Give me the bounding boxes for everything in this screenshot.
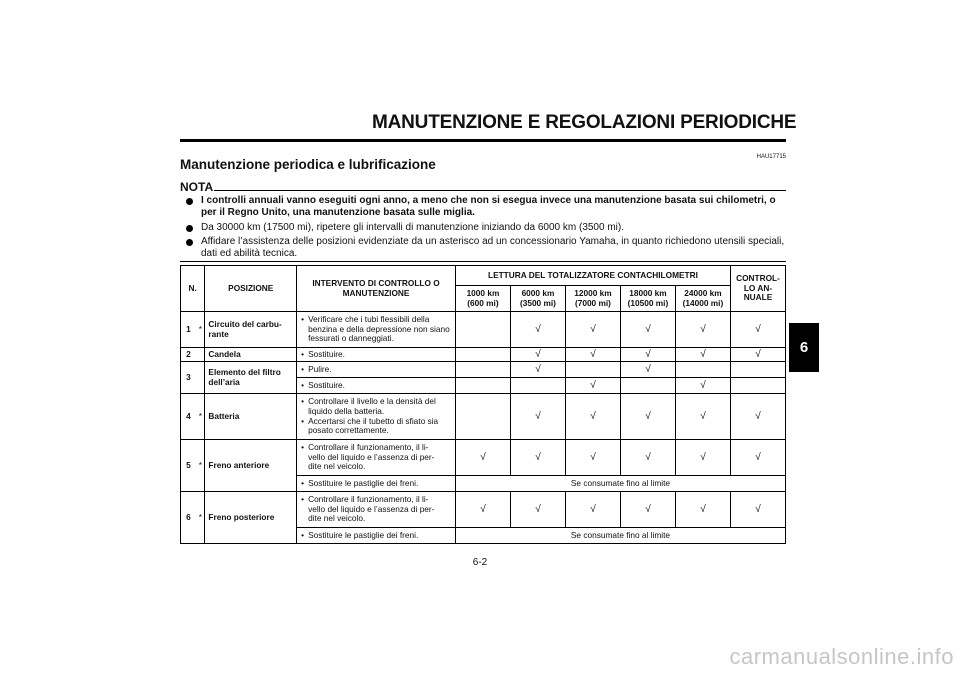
- row-number: 2: [181, 348, 196, 362]
- row-number: 6: [181, 492, 196, 544]
- check-cell: √: [620, 312, 675, 348]
- maintenance-table: [180, 265, 786, 544]
- check-cell: √: [675, 394, 730, 440]
- header-rule: [180, 139, 786, 142]
- check-cell: √: [510, 362, 565, 378]
- header-intervento: INTERVENTO DI CONTROLLO O MANUTENZIONE: [297, 266, 456, 312]
- check-cell: √: [620, 492, 675, 528]
- check-cell: √: [510, 348, 565, 362]
- table-row: [181, 394, 786, 440]
- check-cell: √: [510, 312, 565, 348]
- row-action: • Verificare che i tubi flessibili della benzina e della depressione non siano fessurati o danneggiati.: [297, 312, 456, 348]
- asterisk: *: [196, 312, 205, 348]
- bullet-icon: •: [301, 379, 304, 390]
- bullet-icon: •: [301, 363, 304, 374]
- check-cell: √: [455, 440, 510, 476]
- nota-list: [180, 195, 786, 262]
- bullet-icon: •: [301, 529, 304, 540]
- header-posizione: POSIZIONE: [205, 266, 297, 312]
- bullet-icon: •: [301, 477, 304, 488]
- row-number: 5: [181, 440, 196, 492]
- nota-item: [180, 236, 786, 261]
- header-interval: 24000 km (14000 mi): [675, 286, 730, 312]
- row-action: • Sostituire le pastiglie dei freni.: [297, 476, 456, 492]
- check-cell: [455, 348, 510, 362]
- table-row: [181, 348, 786, 362]
- row-action: • Controllare il funzionamento, il li- vello del liquido e l’assenza di per- dite nel veicolo.: [297, 492, 456, 528]
- bullet-icon: •: [301, 348, 304, 359]
- row-action: • Sostituire.: [297, 378, 456, 394]
- check-cell: √: [455, 492, 510, 528]
- check-cell: √: [675, 378, 730, 394]
- reference-code: HAU17715: [756, 154, 786, 160]
- check-cell: √: [565, 348, 620, 362]
- merged-interval-cell: Se consumate fino al limite: [455, 528, 785, 544]
- check-cell: [675, 362, 730, 378]
- nota-item: [180, 222, 786, 234]
- row-action: • Sostituire le pastiglie dei freni.: [297, 528, 456, 544]
- check-cell: √: [565, 312, 620, 348]
- check-cell: √: [565, 394, 620, 440]
- bullet-icon: •: [301, 494, 304, 505]
- bullet-icon: [186, 239, 193, 246]
- check-cell: [455, 394, 510, 440]
- check-cell: √: [730, 348, 785, 362]
- check-cell: √: [565, 378, 620, 394]
- check-cell: √: [620, 348, 675, 362]
- header-controllo-annuale: CONTROL- LO AN- NUALE: [730, 266, 785, 312]
- header-n: N.: [181, 266, 205, 312]
- header-interval: 12000 km (7000 mi): [565, 286, 620, 312]
- check-cell: [565, 362, 620, 378]
- check-cell: [620, 378, 675, 394]
- check-cell: √: [510, 440, 565, 476]
- check-cell: [455, 312, 510, 348]
- nota-end-rule: [180, 261, 786, 262]
- nota-label: NOTA: [180, 180, 214, 194]
- row-position: Elemento del filtro dell’aria: [205, 362, 297, 394]
- check-cell: √: [565, 492, 620, 528]
- page-number: 6-2: [472, 557, 488, 568]
- row-position: Circuito del carbu- rante: [205, 312, 297, 348]
- row-position: Freno anteriore: [205, 440, 297, 492]
- row-action: • Controllare il funzionamento, il li- vello del liquido e l’assenza di per- dite nel veicolo.: [297, 440, 456, 476]
- bullet-icon: [186, 198, 193, 205]
- nota-divider: [214, 190, 786, 191]
- check-cell: √: [730, 440, 785, 476]
- asterisk: [196, 348, 205, 362]
- row-position: Freno posteriore: [205, 492, 297, 544]
- header-interval: 6000 km (3500 mi): [510, 286, 565, 312]
- header-lettura: LETTURA DEL TOTALIZZATORE CONTACHILOMETRI: [455, 266, 730, 286]
- check-cell: [730, 362, 785, 378]
- merged-interval-cell: Se consumate fino al limite: [455, 476, 785, 492]
- check-cell: √: [620, 394, 675, 440]
- bullet-icon: •: [301, 415, 304, 426]
- asterisk: [196, 362, 205, 394]
- nota-item-text: Affidare l’assistenza delle posizioni evidenziate da un asterisco ad un concessionario Yamaha, in quanto richiedono utensili speciali, dati ed abilità tecnica.: [201, 235, 785, 260]
- check-cell: [510, 378, 565, 394]
- row-number: 1: [181, 312, 196, 348]
- check-cell: √: [565, 440, 620, 476]
- row-action: • Controllare il livello e la densità del liquido della batteria. • Accertarsi che il tubetto di sfiato sia posato correttamente.: [297, 394, 456, 440]
- header-interval: 1000 km (600 mi): [455, 286, 510, 312]
- row-action: • Pulire.: [297, 362, 456, 378]
- asterisk: *: [196, 492, 205, 544]
- nota-item: [180, 195, 786, 220]
- check-cell: √: [730, 492, 785, 528]
- row-number: 4: [181, 394, 196, 440]
- section-title: Manutenzione periodica e lubrificazione: [180, 157, 436, 172]
- bullet-icon: •: [301, 442, 304, 453]
- row-number: 3: [181, 362, 196, 394]
- row-position: Candela: [205, 348, 297, 362]
- table-row: [181, 492, 786, 528]
- row-action: • Sostituire.: [297, 348, 456, 362]
- check-cell: √: [620, 362, 675, 378]
- chapter-tab: 6: [789, 323, 819, 372]
- nota-item-text: I controlli annuali vanno eseguiti ogni anno, a meno che non si esegua invece una manutenzione basata sui chilometri, o per il Regno Unito, una manutenzione basata sulle miglia.: [201, 195, 776, 219]
- header-interval: 18000 km (10500 mi): [620, 286, 675, 312]
- check-cell: √: [730, 394, 785, 440]
- check-cell: √: [675, 440, 730, 476]
- bullet-icon: •: [301, 396, 304, 407]
- check-cell: √: [730, 312, 785, 348]
- header-title: MANUTENZIONE E REGOLAZIONI PERIODICHE: [372, 112, 797, 133]
- watermark: carmanualsonline.info: [729, 644, 954, 669]
- check-cell: √: [675, 312, 730, 348]
- check-cell: √: [510, 492, 565, 528]
- table-row: [181, 362, 786, 378]
- asterisk: *: [196, 440, 205, 492]
- check-cell: √: [675, 348, 730, 362]
- bullet-icon: •: [301, 314, 304, 325]
- check-cell: √: [675, 492, 730, 528]
- bullet-icon: [186, 225, 193, 232]
- table-row: [181, 440, 786, 476]
- nota-item-text: Da 30000 km (17500 mi), ripetere gli intervalli di manutenzione iniziando da 6000 km (3500 mi).: [201, 221, 624, 233]
- table-row: [181, 312, 786, 348]
- check-cell: [730, 378, 785, 394]
- row-position: Batteria: [205, 394, 297, 440]
- check-cell: [455, 378, 510, 394]
- check-cell: [455, 362, 510, 378]
- check-cell: √: [620, 440, 675, 476]
- asterisk: *: [196, 394, 205, 440]
- check-cell: √: [510, 394, 565, 440]
